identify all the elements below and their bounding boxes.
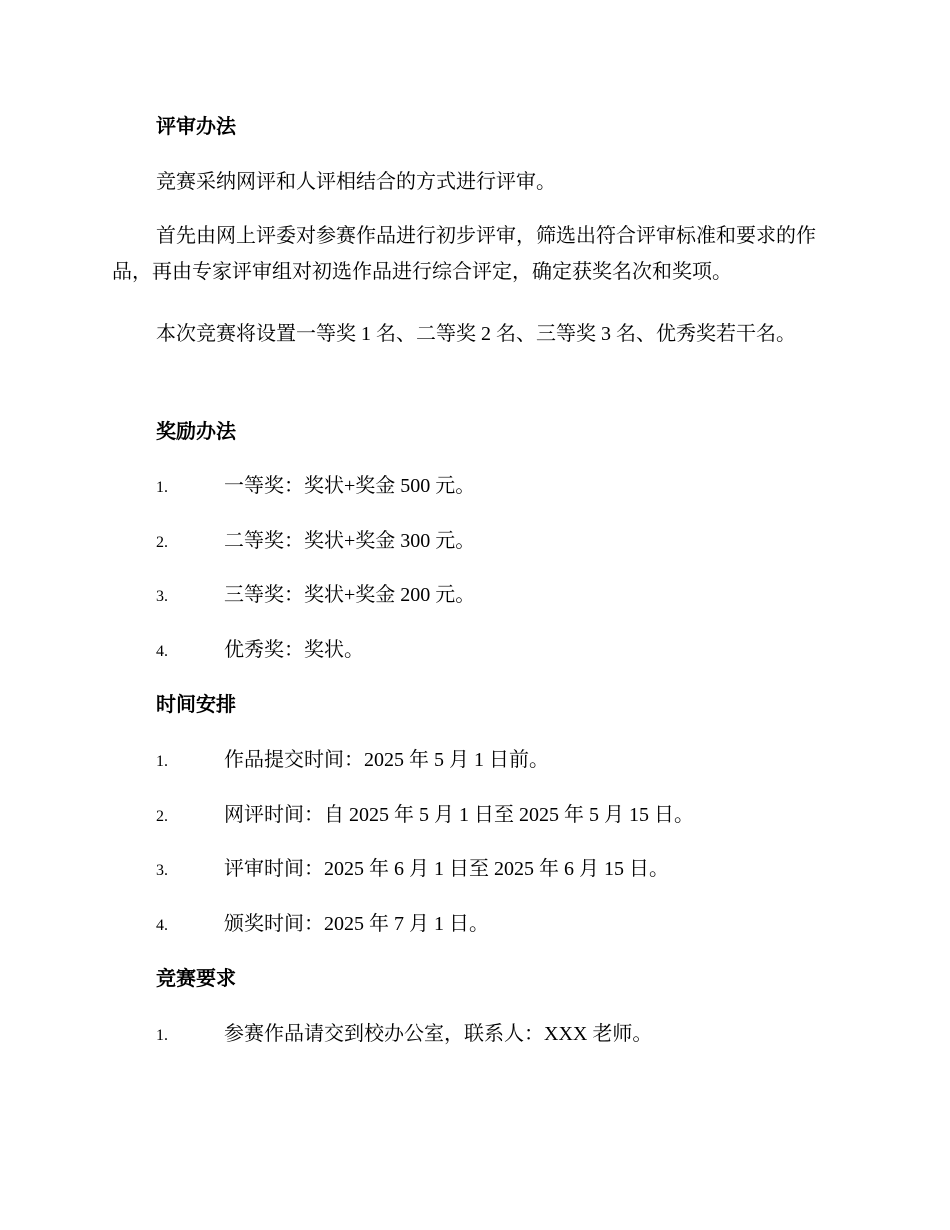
schedule-list-item bbox=[156, 746, 856, 774]
section-heading-schedule: 时间安排 bbox=[156, 694, 236, 716]
list-number: 2. bbox=[156, 534, 168, 551]
list-text: 作品提交时间：2025 年 5 月 1 日前。 bbox=[224, 749, 549, 771]
list-number: 2. bbox=[156, 808, 168, 825]
schedule-list-item bbox=[156, 910, 856, 938]
list-text: 一等奖：奖状+奖金 500 元。 bbox=[224, 475, 476, 497]
awards-list-item bbox=[156, 581, 856, 609]
schedule-list-item bbox=[156, 855, 856, 883]
section-heading-requirements: 竞赛要求 bbox=[156, 968, 236, 990]
list-number: 4. bbox=[156, 643, 168, 660]
review-paragraph-2: 首先由网上评委对参赛作品进行初步评审，筛选出符合评审标准和要求的作品，再由专家评审组对初选作品进行综合评定，确定获奖名次和奖项。 bbox=[112, 225, 816, 283]
awards-list-item bbox=[156, 472, 856, 500]
awards-list-item bbox=[156, 527, 856, 555]
schedule-list-item bbox=[156, 801, 856, 829]
section-heading-review: 评审办法 bbox=[156, 116, 236, 138]
awards-list-item bbox=[156, 636, 856, 664]
list-number: 3. bbox=[156, 588, 168, 605]
list-text: 参赛作品请交到校办公室，联系人：XXX 老师。 bbox=[224, 1023, 653, 1045]
list-number: 1. bbox=[156, 753, 168, 770]
list-number: 1. bbox=[156, 1027, 168, 1044]
list-text: 二等奖：奖状+奖金 300 元。 bbox=[224, 530, 476, 552]
list-text: 颁奖时间：2025 年 7 月 1 日。 bbox=[224, 913, 489, 935]
list-number: 4. bbox=[156, 917, 168, 934]
list-text: 网评时间：自 2025 年 5 月 1 日至 2025 年 5 月 15 日。 bbox=[224, 804, 694, 826]
list-number: 1. bbox=[156, 479, 168, 496]
list-text: 评审时间：2025 年 6 月 1 日至 2025 年 6 月 15 日。 bbox=[224, 858, 669, 880]
review-paragraph-3: 本次竞赛将设置一等奖 1 名、二等奖 2 名、三等奖 3 名、优秀奖若干名。 bbox=[156, 323, 796, 345]
list-text: 优秀奖：奖状。 bbox=[224, 639, 364, 661]
list-text: 三等奖：奖状+奖金 200 元。 bbox=[224, 584, 476, 606]
requirements-list-item bbox=[156, 1020, 856, 1048]
section-heading-awards: 奖励办法 bbox=[156, 421, 236, 443]
list-number: 3. bbox=[156, 862, 168, 879]
review-paragraph-1: 竞赛采纳网评和人评相结合的方式进行评审。 bbox=[156, 171, 556, 193]
